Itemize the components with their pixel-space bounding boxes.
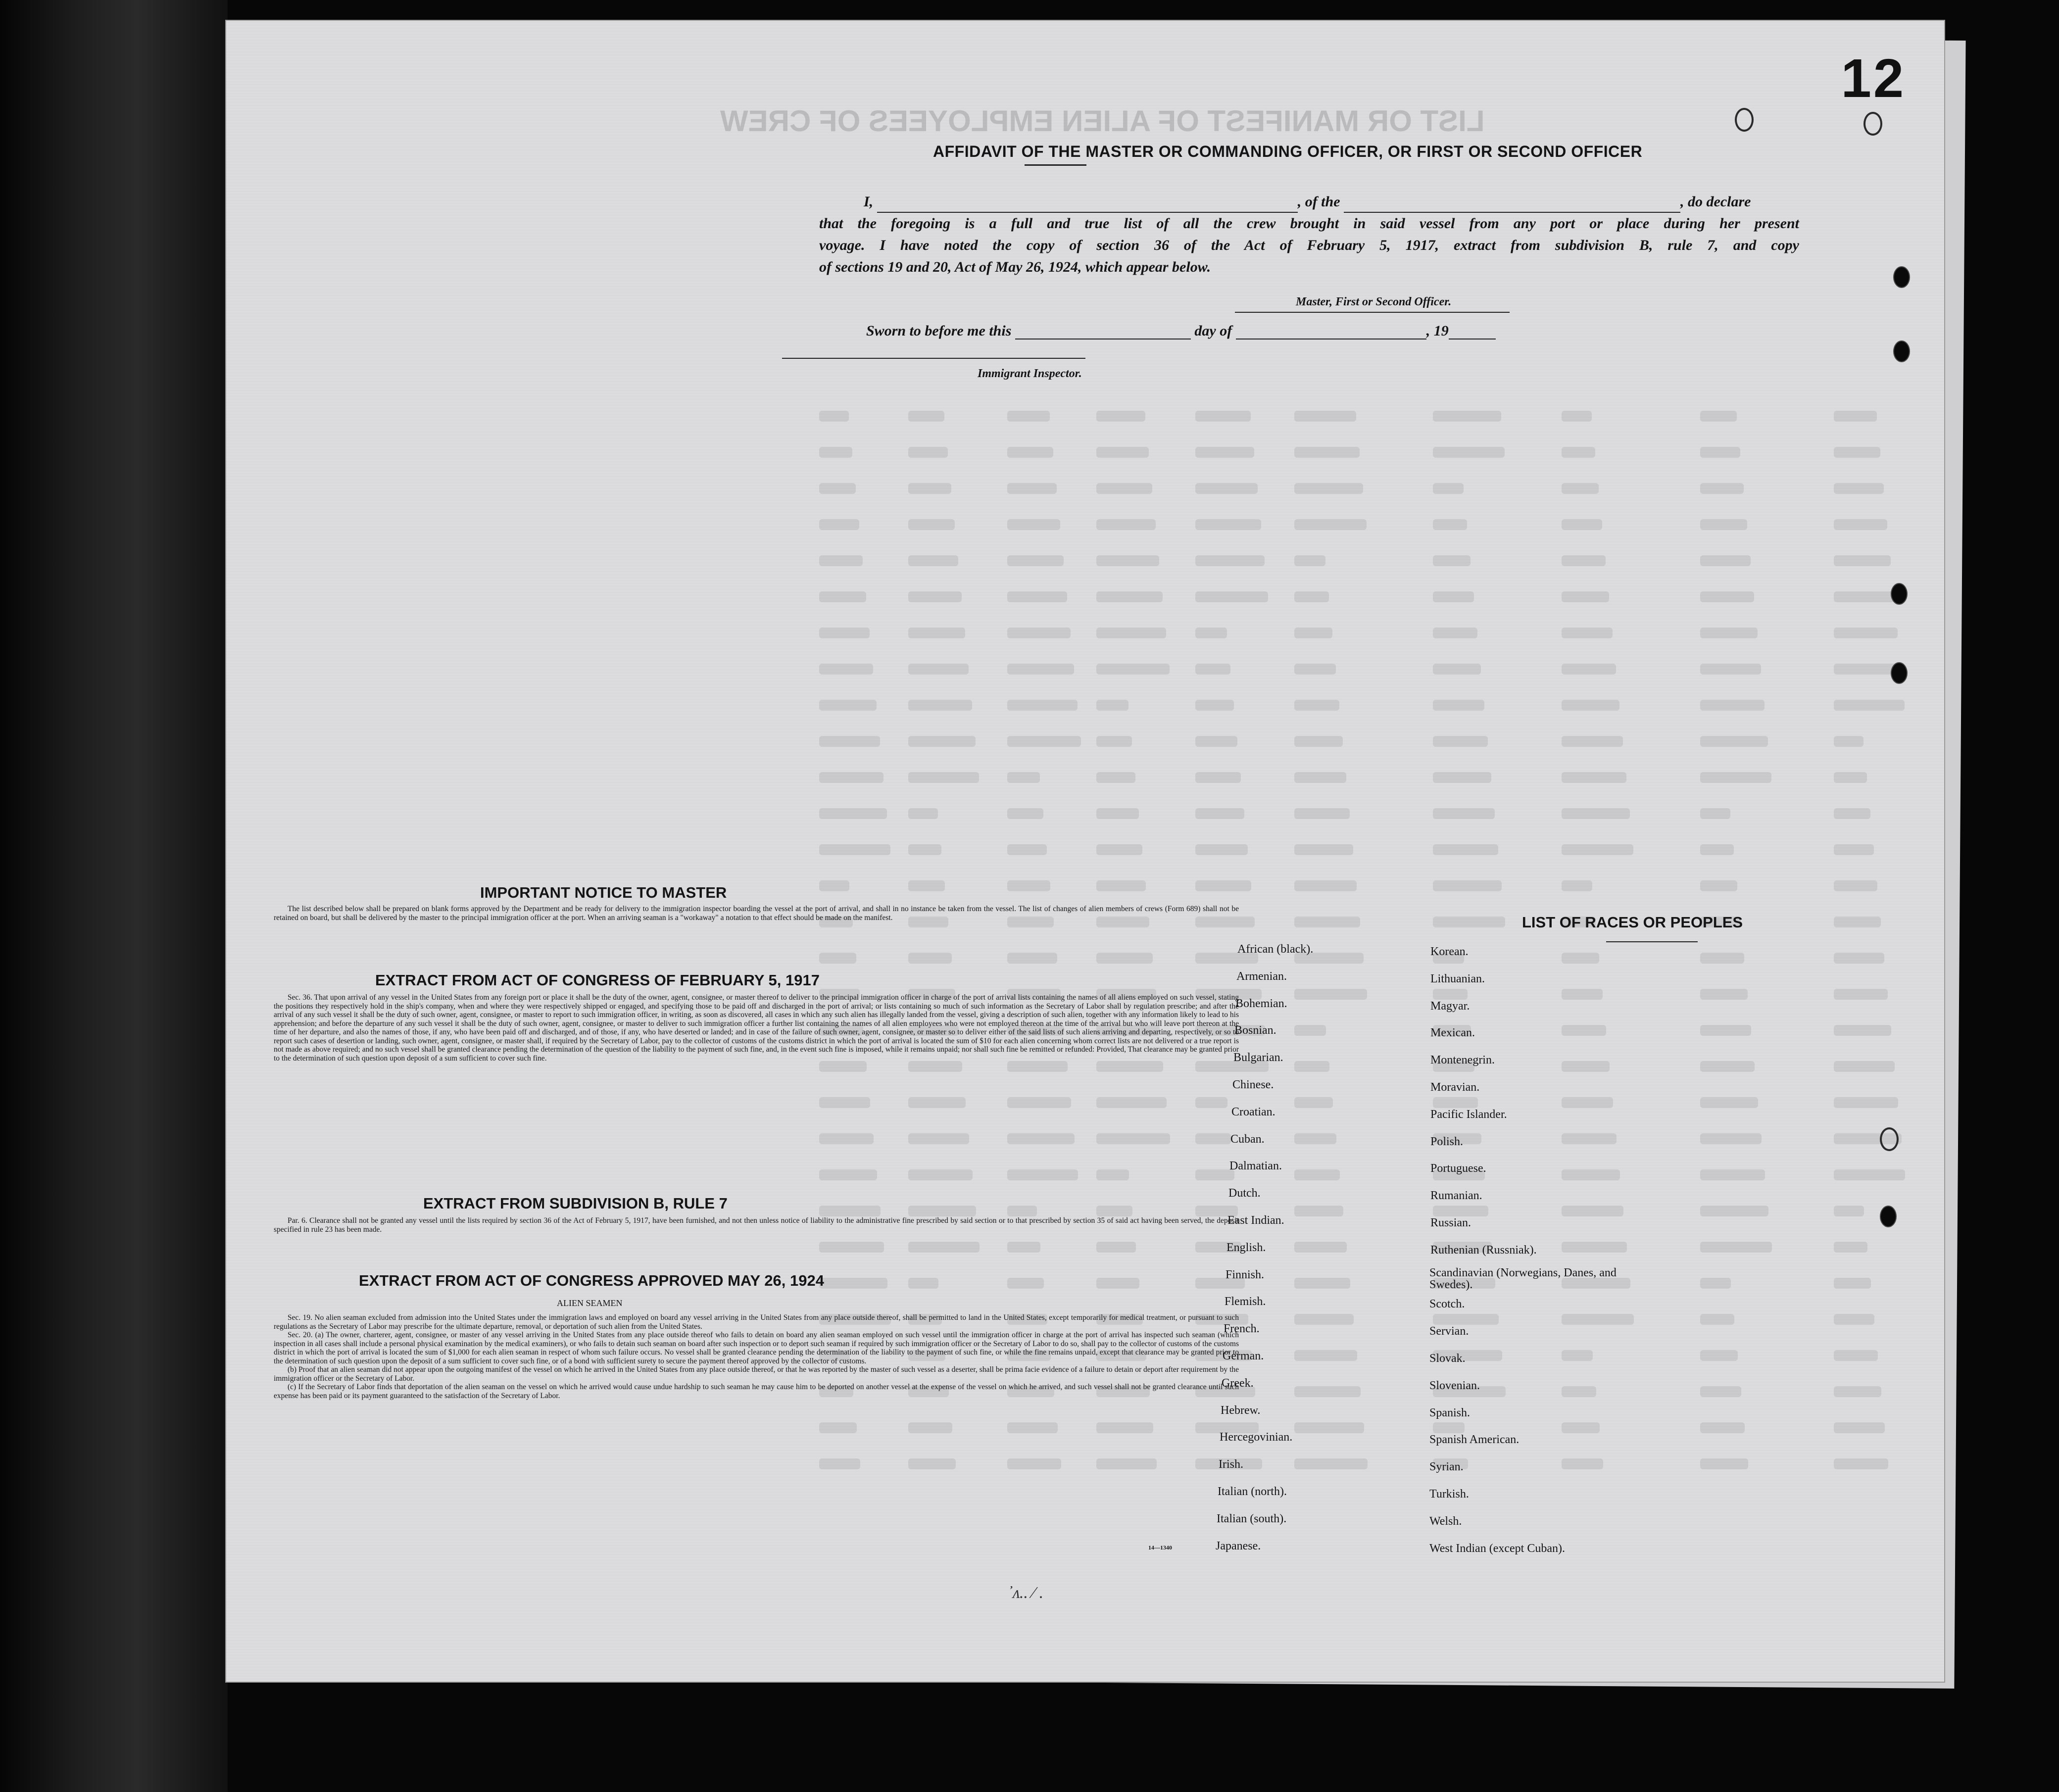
race-item: Portuguese. — [1430, 1162, 1486, 1175]
affidavit-line-3: voyage. I have noted the copy of section 36 of the Act of February 5, 1917, extract from subdivision B, rule 7, and copy — [819, 237, 1799, 253]
race-item: Syrian. — [1429, 1460, 1464, 1474]
punch-hole — [1880, 1206, 1897, 1227]
race-item: Ruthenian (Russniak). — [1430, 1243, 1537, 1257]
notice-body: The list described below shall be prepared on blank forms approved by the Department and be ready for delivery to the immigration inspector boarding the vessel at the port of arrival, and shall in no instance be taken from the vessel. The list of changes of alien members of crews (Form 689) shall not be retained on board, but shall be delivered by the master to the principal immigration officer at the port. When an arriving seaman is a "workaway" a notation to that effect should be made on the manifest. — [274, 905, 1239, 922]
race-item: French. — [1224, 1322, 1260, 1336]
title-underline — [1025, 164, 1086, 166]
race-item: Armenian. — [1236, 969, 1287, 983]
bleed-through-row — [819, 447, 1945, 460]
race-item: Slovak. — [1429, 1352, 1466, 1365]
race-item: Flemish. — [1225, 1295, 1266, 1308]
page-number: 12 — [1841, 48, 1906, 109]
race-item: Turkish. — [1429, 1488, 1469, 1501]
inspector-label: Immigrant Inspector. — [978, 367, 1082, 380]
race-item: Spanish American. — [1429, 1433, 1520, 1447]
bleed-through-row — [819, 411, 1945, 424]
affidavit-line-4: of sections 19 and 20, Act of May 26, 1924, which appear below. — [819, 259, 1211, 275]
race-item: West Indian (except Cuban). — [1429, 1542, 1565, 1555]
bleed-through-row — [819, 880, 1945, 893]
race-item: Finnish. — [1226, 1268, 1265, 1281]
race-item: Greek. — [1222, 1376, 1254, 1390]
race-item: Bulgarian. — [1233, 1051, 1283, 1065]
bleed-through-row — [819, 1133, 1945, 1146]
race-item: Scotch. — [1429, 1298, 1465, 1311]
bleed-through-row — [819, 664, 1945, 677]
race-item: Servian. — [1429, 1325, 1469, 1338]
race-item: Spanish. — [1429, 1406, 1471, 1419]
bleed-through-row — [819, 591, 1945, 604]
race-item: Chinese. — [1232, 1078, 1274, 1091]
race-item: Rumanian. — [1430, 1189, 1482, 1203]
signature-line[interactable] — [1235, 312, 1510, 313]
extract-1917-title: EXTRACT FROM ACT OF CONGRESS OF FEBRUARY 5, 1917 — [375, 971, 820, 989]
bleed-through-row — [819, 1097, 1945, 1110]
alien-seamen-subtitle: ALIEN SEAMEN — [557, 1298, 623, 1308]
pencil-scribble: ᾽ᴧ.. ⁄ . — [1007, 1584, 1044, 1602]
extract-1917-body: Sec. 36. That upon arrival of any vessel in the United States from any foreign port or place it shall be the duty of the owner, agent, consignee, or master thereof to deliver to the principal immigration officer in charge of the port of arrival lists containing the names of all aliens employed on such vessel, stating the positions they respectively hold in the ship's company, when and where they were respectively shipped or engaged, and specifying those to be paid off and discharged in the port of arrival; or lists containing so much of such information as the Secretary of Labor shall by regulation prescribe; and after the arrival of any such vessel it shall be the duty of such owner, agent, consignee, or master to report to such immigration officer, in writing, as soon as discovered, all cases in which any such alien has illegally landed from the vessel, giving a description of such alien, together with any information likely to lead to his apprehension; and before the departure of any such vessel it shall be the duty of such owner, agent, consignee, or master to deliver to such immigration officer a further list containing the names of all alien employees who were not employed thereon at the time of the arrival but who will leave port thereon at the time of her departure, and also the names of those, if any, who have been paid off and discharged, and of those, if any, who have deserted or landed; and in case of the failure of such owner, agent, consignee, or master so to deliver either of the said lists of such aliens arriving and departing, respectively, or so to report such cases of desertion or landing, such owner, agent, consignee, or master shall, if required by the Secretary of Labor, pay to the collector of customs of the customs district in which the port of arrival is located the sum of $10 for each alien concerning whom correct lists are not delivered or a true report is not made as above required; and no such vessel shall be granted clearance pending the determination of the question of the liability to the payment of such fine, and, in the event such fine is imposed, while it remains unpaid; nor shall such fine be remitted or refunded: Provided, That clearance may be granted prior to the determination of such question upon deposit of a sum sufficient to cover such fine. — [274, 993, 1239, 1063]
bleed-through-row — [819, 736, 1945, 749]
punch-hole — [1880, 1127, 1899, 1151]
punch-hole — [1735, 108, 1754, 132]
bleed-through-row — [819, 519, 1945, 532]
race-item: African (black). — [1237, 943, 1314, 956]
punch-hole — [1891, 662, 1908, 684]
race-item: Magyar. — [1430, 999, 1470, 1013]
extract-1924-body: Sec. 19. No alien seaman excluded from admission into the United States under the immigration laws and employed on board any vessel arriving in the United States from any place outside thereof, shall be permitted to land in the United States, except temporarily for medical treatment, or pursuant to such regulations as the Secretary of Labor may prescribe for the ultimate departure, removal, or deportation of such alien from the United States. Sec. 20. (a) The owner, charterer, agent, consignee, or master of any vessel arriving in the United States from any place outside thereof who fails to detain on board any alien seaman employed on such vessel until the immigration officer in charge at the port of arrival has inspected such seaman (which inspection in all cases shall include a personal physical examination by the medical examiners), or who fails to detain such seaman on board after such inspection or to deport such seaman if required by such immigration officer or the Secretary of Labor to do so, shall pay to the collector of customs of the customs district in which the port of arrival is located the sum of $1,000 for each alien seaman in respect of whom such failure occurs. No vessel shall be granted clearance pending the determination of the liability to the payment of such fine, or while the fine remains unpaid, except that clearance may be granted prior to the determination of such question upon the deposit of a sum sufficient to cover such fine, or of a bond with sufficient surety to secure the payment thereof approved by the collector of customs. (b) Proof that an alien seaman did not appear upon the outgoing manifest of the vessel on which he arrived in the United States from any place outside thereof, or that he was reported by the master of such vessel as a deserter, shall be prima facie evidence of a failure to detain or deport after requirement by the immigration officer or the Secretary of Labor. (c) If the Secretary of Labor finds that deportation of the alien seaman on the vessel on which he arrived would cause undue hardship to such seaman he may cause him to be deported on another vessel at the expense of the vessel on which he arrived, and such vessel shall not be granted clearance until such expense has been paid or its payment guaranteed to the satisfaction of the Secretary of Labor. — [274, 1313, 1239, 1400]
bleed-through-row — [819, 1422, 1945, 1435]
races-title: LIST OF RACES OR PEOPLES — [1522, 914, 1743, 931]
race-item: Scandinavian (Norwegians, Danes, and Swedes). — [1429, 1266, 1617, 1291]
race-item: Hercegovinian. — [1220, 1431, 1293, 1444]
bleed-through-row — [819, 844, 1945, 857]
bleed-through-row — [819, 1061, 1945, 1074]
race-item: Moravian. — [1430, 1081, 1480, 1094]
punch-hole — [1891, 583, 1908, 605]
punch-hole — [1893, 340, 1910, 362]
race-item: Cuban. — [1230, 1132, 1265, 1146]
punch-hole — [1893, 266, 1910, 288]
bleed-through-row — [819, 772, 1945, 785]
bleed-through-row — [819, 953, 1945, 966]
bleed-through-row — [819, 700, 1945, 713]
extract-1924-title: EXTRACT FROM ACT OF CONGRESS APPROVED MAY 26, 1924 — [359, 1272, 824, 1289]
race-item: Bohemian. — [1235, 997, 1287, 1010]
bleed-through-row — [819, 808, 1945, 821]
form-number: 14—1340 — [1148, 1544, 1172, 1551]
race-item: German. — [1223, 1350, 1264, 1362]
race-item: Japanese. — [1216, 1539, 1261, 1552]
bleed-through-row — [819, 483, 1945, 496]
race-item: Irish. — [1219, 1458, 1243, 1471]
race-item: East Indian. — [1227, 1214, 1284, 1227]
affidavit-text — [819, 191, 1799, 278]
bleed-through-heading: LIST OR MANIFEST OF ALIEN EMPLOYEES OF CREW — [720, 104, 1485, 138]
race-item: Pacific Islander. — [1430, 1108, 1507, 1121]
sworn-line: Sworn to before me this day of , 19 — [866, 323, 1496, 339]
bleed-through-row — [819, 555, 1945, 568]
bleed-through-row — [819, 1458, 1945, 1471]
extract-rule7-title: EXTRACT FROM SUBDIVISION B, RULE 7 — [423, 1195, 728, 1212]
bleed-through-row — [819, 628, 1945, 640]
notice-title: IMPORTANT NOTICE TO MASTER — [480, 884, 727, 901]
race-item: Mexican. — [1430, 1026, 1475, 1040]
extract-rule7-body: Par. 6. Clearance shall not be granted any vessel until the lists required by section 36 of the Act of February 5, 1917, have been furnished, and not then unless notice of liability to the administrative fine prescribed by said section or to that prescribed by section 35 of said act having been served, the deposit specified in rule 23 has been made. — [274, 1216, 1239, 1234]
race-item: Dutch. — [1228, 1187, 1261, 1200]
race-item: Russian. — [1430, 1216, 1471, 1229]
affidavit-line-2: that the foregoing is a full and true list of all the crew brought in said vessel from any port or place during her present — [819, 215, 1799, 232]
inspector-signature-line[interactable] — [782, 358, 1085, 359]
race-item: Hebrew. — [1221, 1404, 1261, 1417]
punch-hole — [1863, 112, 1882, 136]
race-item: Lithuanian. — [1430, 972, 1485, 985]
manifest-page — [225, 20, 1945, 1683]
bleed-through-row — [819, 1242, 1945, 1255]
affidavit-title: AFFIDAVIT OF THE MASTER OR COMMANDING OFFICER, OR FIRST OR SECOND OFFICER — [933, 143, 1643, 160]
race-item: Croatian. — [1231, 1105, 1275, 1118]
bleed-through-row — [819, 1278, 1945, 1291]
race-item: Slovenian. — [1429, 1379, 1480, 1392]
races-underline — [1606, 941, 1698, 942]
race-item: Italian (south). — [1217, 1512, 1287, 1525]
scan-border-shadow — [0, 0, 228, 1792]
race-item: Polish. — [1430, 1135, 1464, 1148]
race-item: Montenegrin. — [1430, 1054, 1495, 1067]
race-item: Welsh. — [1429, 1514, 1462, 1528]
race-item: Bosnian. — [1234, 1024, 1276, 1037]
race-item: Dalmatian. — [1229, 1160, 1282, 1173]
bleed-through-row — [819, 1169, 1945, 1182]
race-item: Korean. — [1430, 945, 1469, 958]
signature-label: Master, First or Second Officer. — [1296, 295, 1452, 308]
race-item: Italian (north). — [1218, 1485, 1287, 1498]
affidavit-line-1: I, , of the , do declare — [819, 191, 1799, 213]
race-item: English. — [1226, 1241, 1266, 1254]
